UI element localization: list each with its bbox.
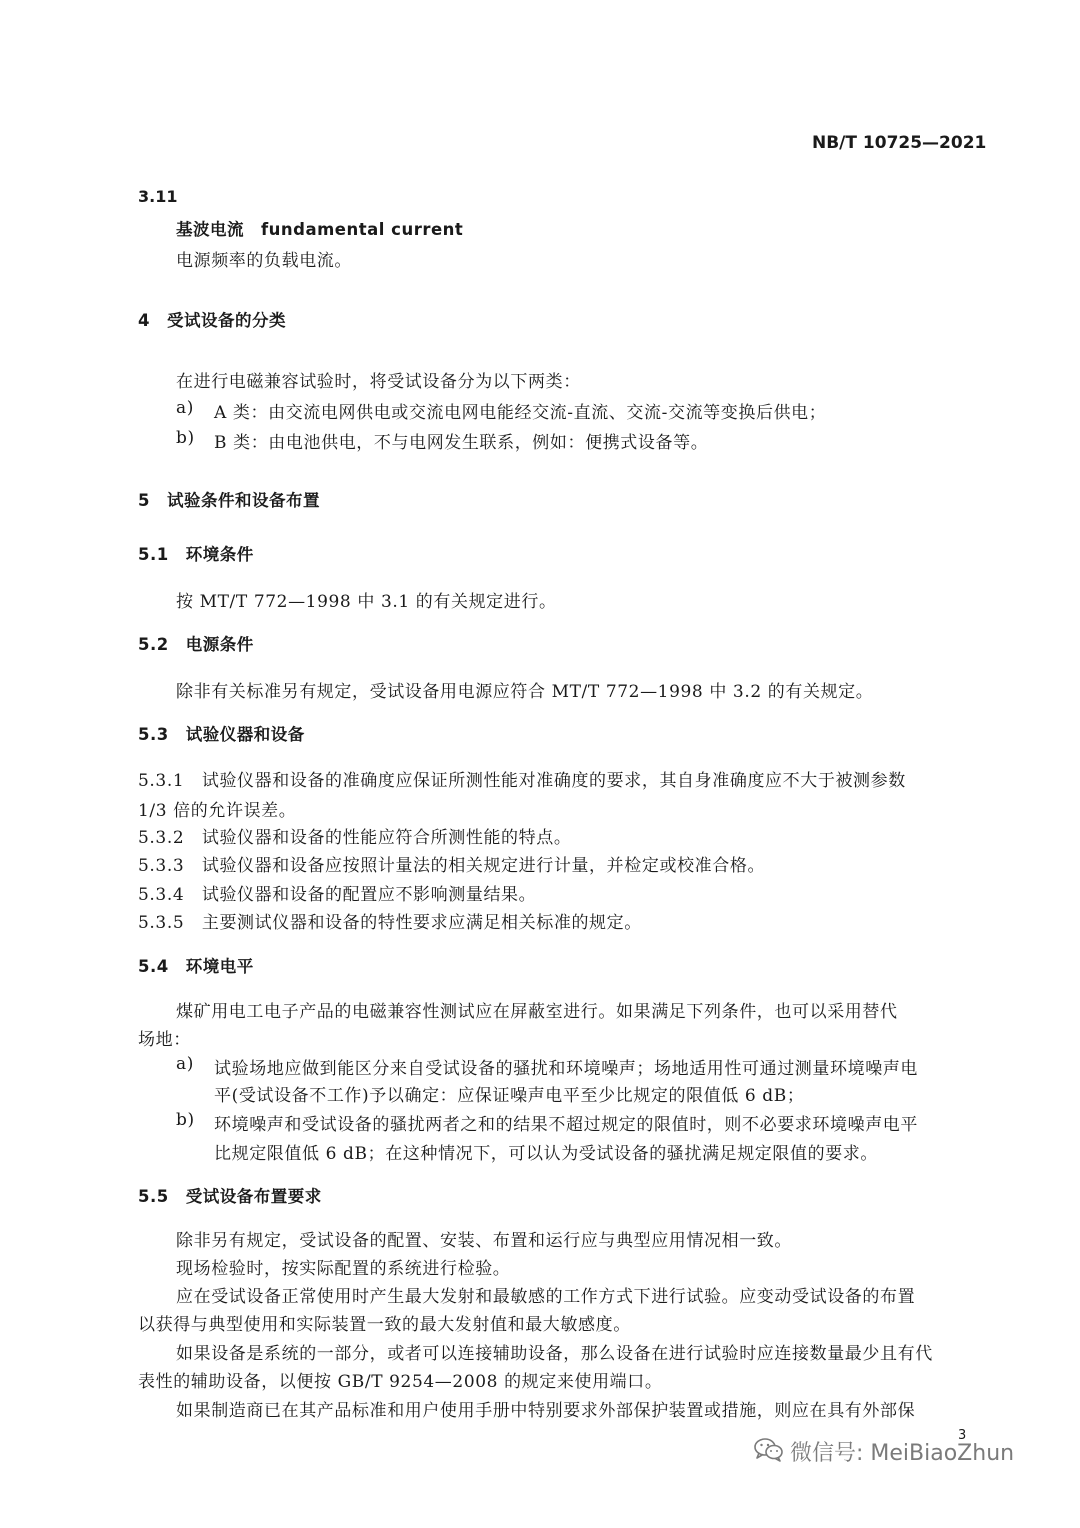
- section-5-5-heading: 5.5 受试设备布置要求: [138, 1187, 322, 1206]
- watermark-text: 微信号: MeiBiaoZhun: [790, 1441, 1015, 1466]
- section-4-heading: 4 受试设备的分类: [138, 311, 286, 330]
- section-5-4-item-b-line1: 环境噪声和受试设备的骚扰两者之和的结果不超过规定的限值时，则不必要求环境噪声电平: [214, 1115, 918, 1135]
- section-5-4-item-a-line2: 平(受试设备不工作)予以确定：应保证噪声电平至少比规定的限值低 6 dB；: [214, 1086, 805, 1106]
- clause-3-11-number: 3.11: [138, 187, 178, 206]
- section-5-2-heading: 5.2 电源条件: [138, 635, 254, 654]
- standard-number: NB/T 10725—2021: [812, 133, 987, 153]
- section-5-4-item-a-marker: a): [176, 1054, 194, 1074]
- section-5-4-para-line1: 煤矿用电工电子产品的电磁兼容性测试应在屏蔽室进行。如果满足下列条件，也可以采用替代: [176, 1002, 898, 1022]
- clause-5-3-1-line2: 1/3 倍的允许误差。: [138, 801, 297, 821]
- section-5-heading: 5 试验条件和设备布置: [138, 491, 320, 510]
- section-5-4-para-line2: 场地：: [138, 1030, 191, 1050]
- section-4-item-b: B 类：由电池供电，不与电网发生联系，例如：便携式设备等。: [214, 433, 709, 453]
- section-5-5-para-2: 现场检验时，按实际配置的系统进行检验。: [176, 1259, 511, 1279]
- section-5-5-para-5: 如果制造商已在其产品标准和用户使用手册中特别要求外部保护装置或措施，则应在具有外部保: [176, 1401, 916, 1421]
- section-5-3-heading: 5.3 试验仪器和设备: [138, 725, 305, 744]
- section-5-4-item-a-line1: 试验场地应做到能区分来自受试设备的骚扰和环境噪声；场地适用性可通过测量环境噪声电: [214, 1059, 918, 1079]
- section-5-2-text: 除非有关标准另有规定，受试设备用电源应符合 MT/T 772—1998 中 3.2 的有关规定。: [176, 682, 874, 702]
- section-5-4-item-b-line2: 比规定限值低 6 dB；在这种情况下，可以认为受试设备的骚扰满足规定限值的要求。: [214, 1144, 878, 1164]
- clause-3-11-definition: 电源频率的负载电流。: [176, 251, 352, 271]
- section-4-item-b-marker: b): [176, 428, 195, 448]
- clause-5-3-3: 5.3.3 试验仪器和设备应按照计量法的相关规定进行计量，并检定或校准合格。: [138, 856, 766, 876]
- section-5-5-para-4-line1: 如果设备是系统的一部分，或者可以连接辅助设备，那么设备在进行试验时应连接数量最少且有代: [176, 1344, 933, 1364]
- section-5-5-para-1: 除非另有规定，受试设备的配置、安装、布置和运行应与典型应用情况相一致。: [176, 1231, 792, 1251]
- clause-3-11-term: 基波电流 fundamental current: [176, 220, 464, 239]
- section-5-1-text: 按 MT/T 772—1998 中 3.1 的有关规定进行。: [176, 592, 557, 612]
- section-4-intro: 在进行电磁兼容试验时，将受试设备分为以下两类：: [176, 372, 581, 392]
- section-5-1-heading: 5.1 环境条件: [138, 545, 254, 564]
- section-5-4-heading: 5.4 环境电平: [138, 957, 254, 976]
- section-5-5-para-3-line2: 以获得与典型使用和实际装置一致的最大发射值和最大敏感度。: [138, 1315, 631, 1335]
- wechat-icon: [754, 1437, 784, 1463]
- clause-5-3-5: 5.3.5 主要测试仪器和设备的特性要求应满足相关标准的规定。: [138, 913, 642, 933]
- clause-5-3-1-line1: 5.3.1 试验仪器和设备的准确度应保证所测性能对准确度的要求，其自身准确度应不大于被测参数: [138, 771, 906, 791]
- clause-5-3-2: 5.3.2 试验仪器和设备的性能应符合所测性能的特点。: [138, 828, 572, 848]
- section-4-item-a: A 类：由交流电网供电或交流电网电能经交流-直流、交流-交流等变换后供电；: [214, 403, 827, 423]
- section-5-4-item-b-marker: b): [176, 1110, 195, 1130]
- clause-5-3-4: 5.3.4 试验仪器和设备的配置应不影响测量结果。: [138, 885, 537, 905]
- section-5-5-para-3-line1: 应在受试设备正常使用时产生最大发射和最敏感的工作方式下进行试验。应变动受试设备的布置: [176, 1287, 916, 1307]
- section-4-item-a-marker: a): [176, 398, 194, 418]
- section-5-5-para-4-line2: 表性的辅助设备，以便按 GB/T 9254—2008 的规定来使用端口。: [138, 1372, 663, 1392]
- page-number: 3: [958, 1428, 967, 1443]
